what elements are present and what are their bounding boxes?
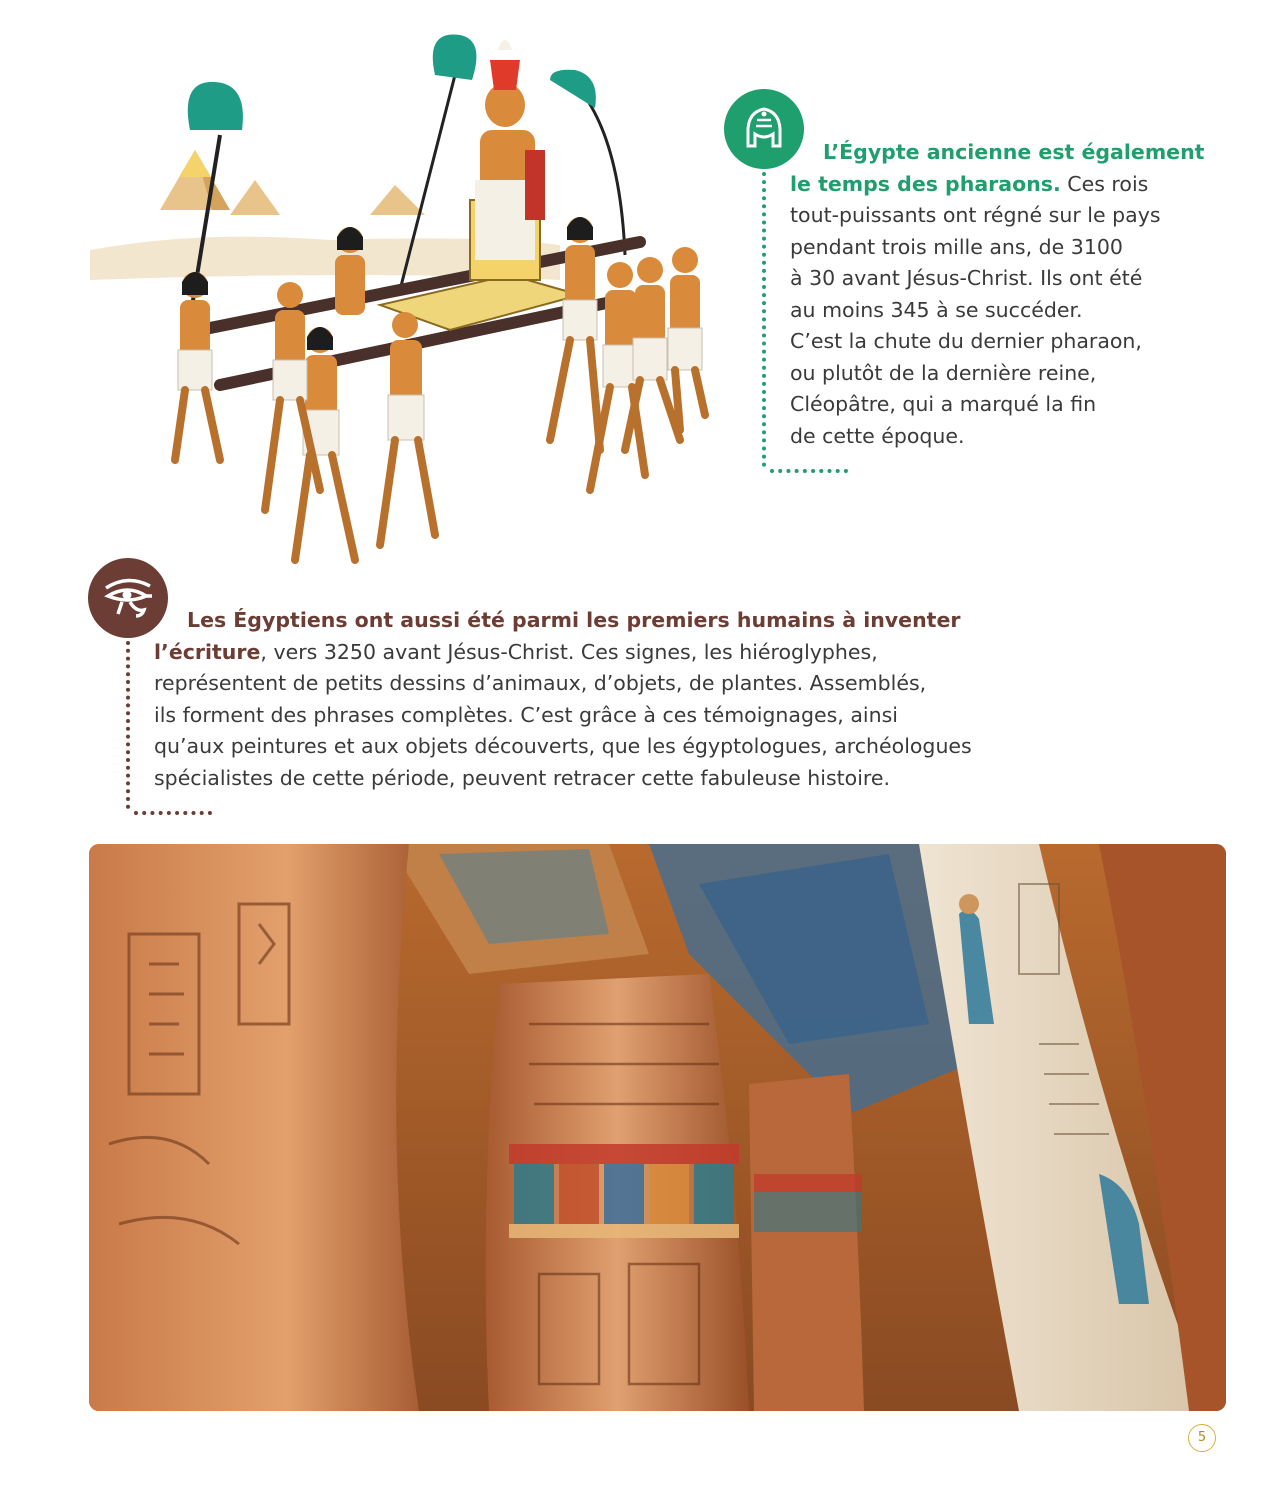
- paragraph-line: Les Égyptiens ont aussi été parmi les premiers humains à inventer: [187, 608, 961, 632]
- writing-paragraph: [154, 605, 972, 794]
- section-connector-vertical: [762, 172, 766, 467]
- section-connector-vertical: [126, 641, 130, 809]
- paragraph-line: représentent de petits dessins d’animaux, d’objets, de plantes. Assemblés,: [154, 671, 927, 695]
- pharaohs-paragraph: [790, 137, 1204, 452]
- eye-of-horus-icon: [100, 576, 156, 620]
- pharaoh-procession-illustration: [80, 20, 740, 585]
- paragraph-line: l’écriture, vers 3250 avant Jésus-Christ. Ces signes, les hiéroglyphes,: [154, 639, 878, 664]
- temple-columns-photo: [89, 844, 1226, 1411]
- paragraph-line: ils forment des phrases complètes. C’est grâce à ces témoignages, ainsi: [154, 702, 898, 727]
- paragraph-line: le temps des pharaons. Ces rois: [790, 171, 1149, 196]
- paragraph-line: ou plutôt de la dernière reine,: [790, 360, 1097, 385]
- paragraph-line: pendant trois mille ans, de 3100: [790, 234, 1123, 259]
- paragraph-line: de cette époque.: [790, 423, 965, 448]
- page-number: 5: [1188, 1424, 1216, 1452]
- paragraph-line: Cléopâtre, qui a marqué la fin: [790, 392, 1097, 416]
- paragraph-line: tout-puissants ont régné sur le pays: [790, 203, 1161, 227]
- paragraph-line: C’est la chute du dernier pharaon,: [790, 329, 1142, 353]
- pharaoh-headdress-icon: [739, 104, 789, 154]
- section-connector-horizontal: [134, 811, 212, 815]
- paragraph-line: qu’aux peintures et aux objets découverts, que les égyptologues, archéologues: [154, 734, 972, 758]
- paragraph-line: spécialistes de cette période, peuvent retracer cette fabuleuse histoire.: [154, 765, 891, 790]
- paragraph-line: au moins 345 à se succéder.: [790, 297, 1083, 322]
- paragraph-line: à 30 avant Jésus-Christ. Ils ont été: [790, 266, 1143, 290]
- paragraph-line: L’Égypte ancienne est également: [823, 140, 1205, 164]
- section-connector-horizontal: [770, 469, 848, 473]
